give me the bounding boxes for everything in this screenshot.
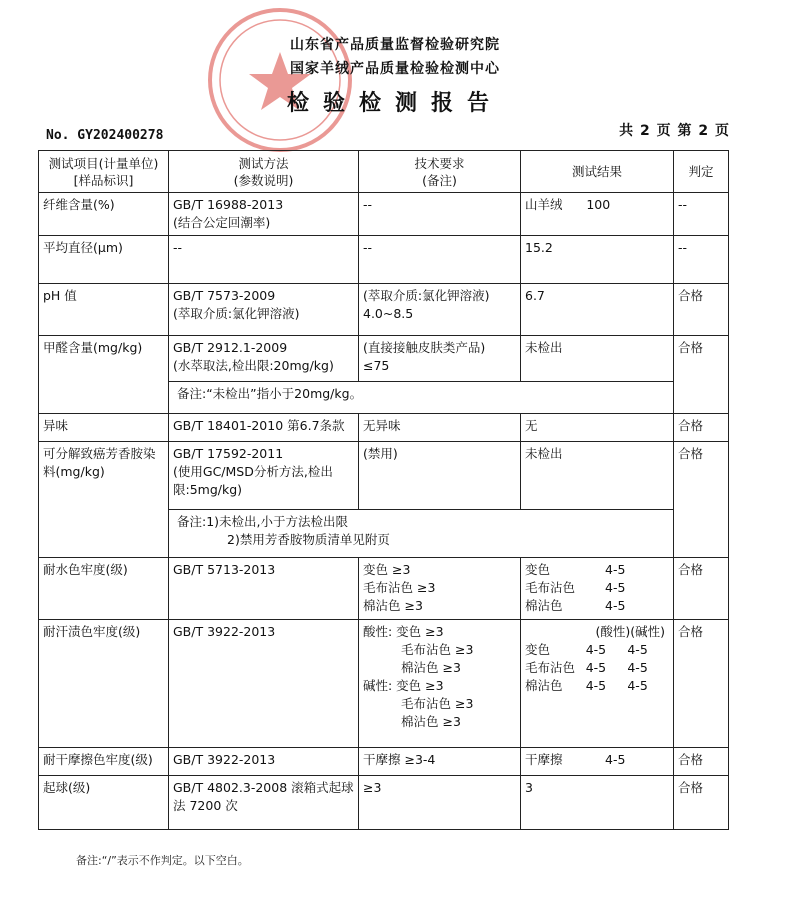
method-cell: GB/T 3922-2013 (169, 748, 359, 776)
requirement-cell: 变色 ≥3 毛布沾色 ≥3 棉沾色 ≥3 (359, 558, 521, 620)
requirement-cell: (直接接触皮肤类产品) ≤75 (359, 336, 521, 382)
table-row (39, 193, 729, 236)
judgment-cell: 合格 (674, 442, 729, 558)
item-cell: 耐汗渍色牢度(级) (39, 620, 169, 748)
item-cell: 纤维含量(%) (39, 193, 169, 236)
table-row (39, 558, 729, 620)
result-cell: 15.2 (521, 236, 674, 284)
results-table (38, 150, 729, 830)
method-cell: GB/T 18401-2010 第6.7条款 (169, 414, 359, 442)
result-cell: 未检出 (521, 336, 674, 382)
table-row (39, 336, 729, 382)
page-info: 共 2 页 第 2 页 (619, 123, 730, 139)
requirement-cell: (萃取介质:氯化钾溶液) 4.0~8.5 (359, 284, 521, 336)
result-cell: 无 (521, 414, 674, 442)
judgment-cell: 合格 (674, 336, 729, 414)
judgment-cell: 合格 (674, 284, 729, 336)
table-row (39, 284, 729, 336)
requirement-cell: -- (359, 236, 521, 284)
table-row (39, 748, 729, 776)
item-cell: 起球(级) (39, 776, 169, 830)
judgment-cell: 合格 (674, 414, 729, 442)
requirement-cell: -- (359, 193, 521, 236)
table-header-row (39, 151, 729, 193)
method-cell: GB/T 5713-2013 (169, 558, 359, 620)
header-result: 测试结果 (521, 151, 674, 193)
item-cell: 可分解致癌芳香胺染料(mg/kg) (39, 442, 169, 558)
table-row (39, 620, 729, 748)
result-cell: 山羊绒 100 (521, 193, 674, 236)
judgment-cell: 合格 (674, 558, 729, 620)
requirement-cell: ≥3 (359, 776, 521, 830)
header-item: 测试项目(计量单位) [样品标识] (39, 151, 169, 193)
result-cell: 3 (521, 776, 674, 830)
judgment-cell: 合格 (674, 776, 729, 830)
judgment-cell: -- (674, 193, 729, 236)
header-judgment: 判定 (674, 151, 729, 193)
judgment-cell: 合格 (674, 620, 729, 748)
org-line-1: 山东省产品质量监督检验研究院 (290, 37, 500, 53)
method-cell: GB/T 2912.1-2009 (水萃取法,检出限:20mg/kg) (169, 336, 359, 382)
report-number: No. GY202400278 (46, 128, 164, 143)
requirement-cell: 无异味 (359, 414, 521, 442)
result-cell: 变色 4-5 毛布沾色 4-5 棉沾色 4-5 (521, 558, 674, 620)
method-cell: GB/T 4802.3-2008 滚箱式起球法 7200 次 (169, 776, 359, 830)
requirement-cell: 干摩擦 ≥3-4 (359, 748, 521, 776)
table-row (39, 776, 729, 830)
table-row (39, 442, 729, 510)
table-row (39, 414, 729, 442)
official-seal-icon (200, 0, 360, 160)
requirement-cell: 酸性: 变色 ≥3 毛布沾色 ≥3 棉沾色 ≥3 碱性: 变色 ≥3 毛布沾色 ≥3 棉沾色 ≥3 (359, 620, 521, 748)
note-cell: 备注:1)未检出,小于方法检出限 2)禁用芳香胺物质清单见附页 (169, 510, 674, 558)
footer-note: 备注:“/”表示不作判定。以下空白。 (76, 854, 249, 867)
item-cell: 耐干摩擦色牢度(级) (39, 748, 169, 776)
item-cell: 异味 (39, 414, 169, 442)
item-cell: 耐水色牢度(级) (39, 558, 169, 620)
judgment-cell: -- (674, 236, 729, 284)
item-cell: 甲醛含量(mg/kg) (39, 336, 169, 414)
result-cell: 未检出 (521, 442, 674, 510)
result-cell: 6.7 (521, 284, 674, 336)
method-cell: GB/T 3922-2013 (169, 620, 359, 748)
result-cell: (酸性)(碱性) 变色 4-5 4-5 毛布沾色 4-5 4-5 棉沾色 4-5 4-5 (521, 620, 674, 748)
requirement-cell: (禁用) (359, 442, 521, 510)
table-row (39, 236, 729, 284)
result-cell: 干摩擦 4-5 (521, 748, 674, 776)
method-cell: GB/T 7573-2009 (萃取介质:氯化钾溶液) (169, 284, 359, 336)
note-cell: 备注:“未检出”指小于20mg/kg。 (169, 382, 674, 414)
org-line-2: 国家羊绒产品质量检验检测中心 (290, 61, 500, 77)
judgment-cell: 合格 (674, 748, 729, 776)
method-cell: -- (169, 236, 359, 284)
method-cell: GB/T 17592-2011 (使用GC/MSD分析方法,检出限:5mg/kg) (169, 442, 359, 510)
header-requirement: 技术要求 (备注) (359, 151, 521, 193)
item-cell: pH 值 (39, 284, 169, 336)
header-method: 测试方法 (参数说明) (169, 151, 359, 193)
item-cell: 平均直径(μm) (39, 236, 169, 284)
method-cell: GB/T 16988-2013 (结合公定回潮率) (169, 193, 359, 236)
report-title: 检验检测报告 (286, 90, 503, 116)
